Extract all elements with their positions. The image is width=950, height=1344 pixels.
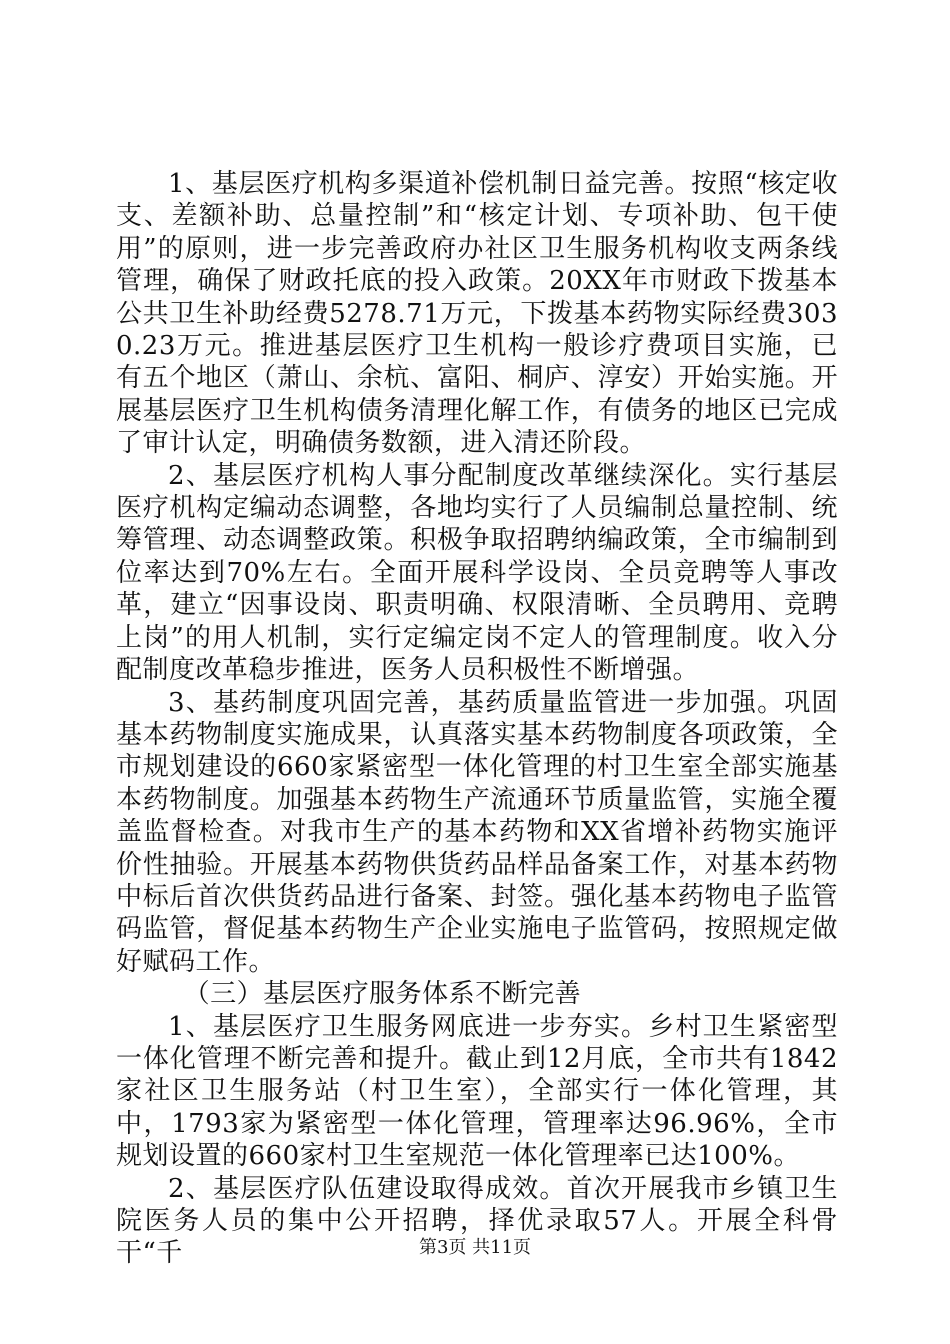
page-number-footer: 第3页 共11页 [418,1237,532,1258]
document-body [116,168,838,1270]
paragraph-team-building: 2、基层医疗队伍建设取得成效。首次开展我市乡镇卫生院医务人员的集中公开招聘，择优录取57人。开展全科骨干“千 [116,1173,838,1269]
paragraph-personnel-reform: 2、基层医疗机构人事分配制度改革继续深化。实行基层医疗机构定编动态调整，各地均实行了人员编制总量控制、统筹管理、动态调整政策。积极争取招聘纳编政策，全市编制到位率达到70%左右。全面开展科学设岗、全员竞聘等人事改革，建立“因事设岗、职责明确、权限清晰、全员聘用、竞聘上岗”的用人机制，实行定编定岗不定人的管理制度。收入分配制度改革稳步推进，医务人员积极性不断增强。 [116,460,838,686]
section-heading-service-system: （三）基层医疗服务体系不断完善 [183,979,582,1010]
paragraph-essential-drugs: 3、基药制度巩固完善，基药质量监管进一步加强。巩固基本药物制度实施成果，认真落实基本药物制度各项政策，全市规划建设的660家紧密型一体化管理的村卫生室全部实施基本药物制度。加强基本药物生产流通环节质量监管，实施全覆盖监督检查。对我市生产的基本药物和XX省增补药物实施评价性抽验。开展基本药物供货药品样品备案工作，对基本药物中标后首次供货药品进行备案、封签。强化基本药物电子监管码监管，督促基本药物生产企业实施电子监管码，按照规定做好赋码工作。 [116,687,838,977]
paragraph-service-network: 1、基层医疗卫生服务网底进一步夯实。乡村卫生紧密型一体化管理不断完善和提升。截止到12月底，全市共有1842家社区卫生服务站（村卫生室），全部实行一体化管理，其中，1793家为紧密型一体化管理，管理率达96.96%，全市规划设置的660家村卫生室规范一体化管理率已达100%。 [116,1011,838,1172]
paragraph-compensation-mechanism: 1、基层医疗机构多渠道补偿机制日益完善。按照“核定收支、差额补助、总量控制”和“核定计划、专项补助、包干使用”的原则，进一步完善政府办社区卫生服务机构收支两条线管理，确保了财政托底的投入政策。20XX年市财政下拨基本公共卫生补助经费5278.71万元，下拨基本药物实际经费3030.23万元。推进基层医疗卫生机构一般诊疗费项目实施，已有五个地区（萧山、余杭、富阳、桐庐、淳安）开始实施。开展基层医疗卫生机构债务清理化解工作，有债务的地区已完成了审计认定，明确债务数额，进入清还阶段。 [116,169,838,459]
